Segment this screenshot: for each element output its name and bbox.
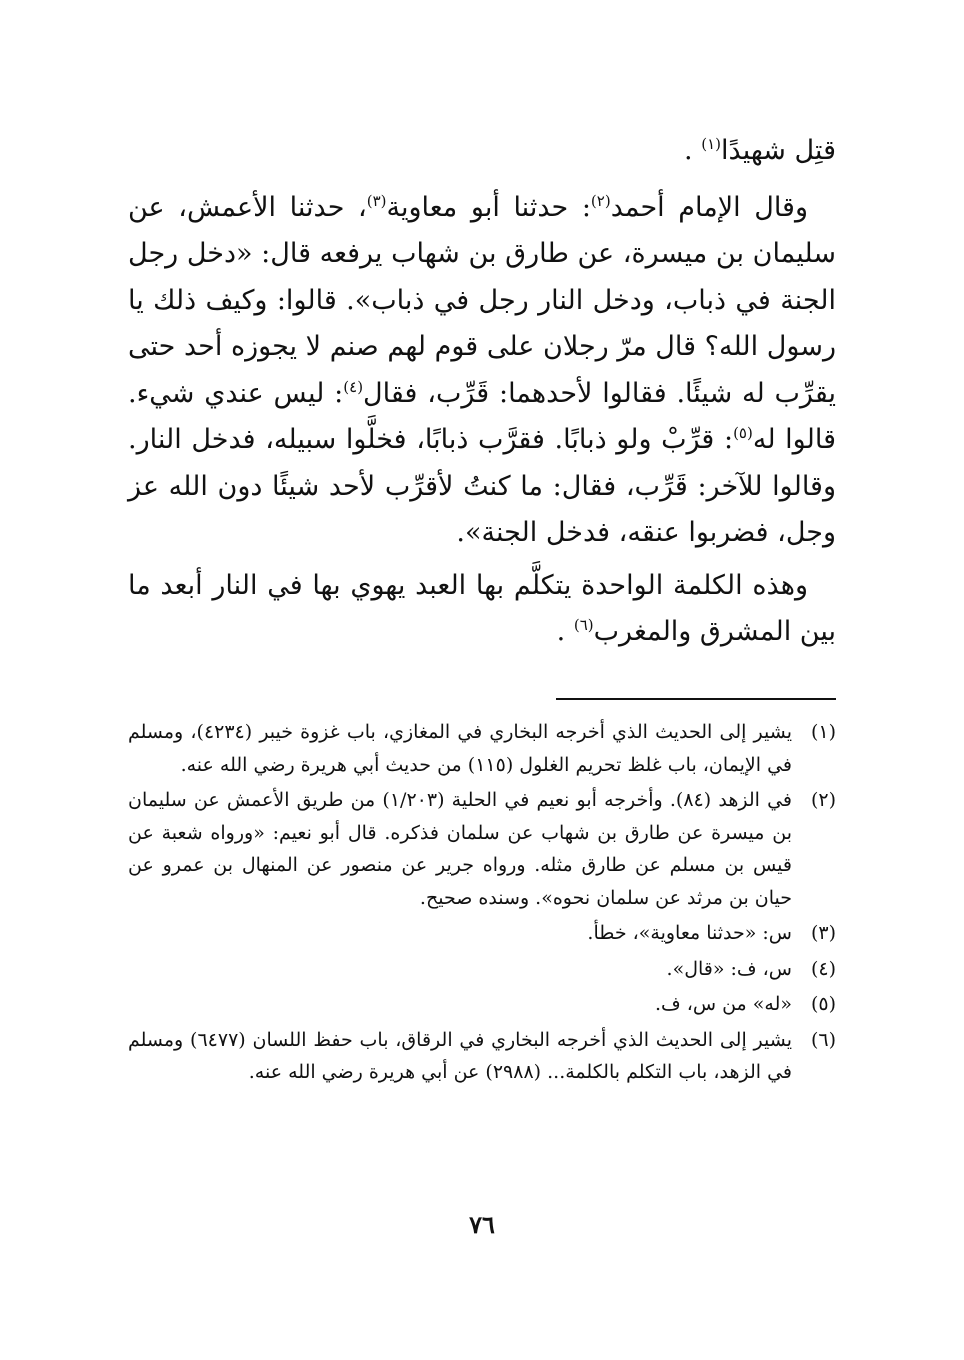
footnotes <box>128 716 836 1092</box>
paragraph-3: وهذه الكلمة الواحدة يتكلَّم بها العبد يهوي بها في النار أبعد ما بين المشرق والمغرب$^{(٦)}$ . <box>128 569 836 647</box>
footnote-number: (٢) <box>810 789 836 811</box>
footnote-2 <box>128 784 836 914</box>
footnote-text: س، ف: «قال». <box>666 957 792 980</box>
main-text <box>128 128 836 656</box>
page-number: ٧٦ <box>469 1210 495 1239</box>
footnote-1 <box>128 716 836 781</box>
footnote-ref-3[interactable]: (٣) <box>366 191 387 210</box>
paragraph-1: قتِل شهيدًا$^{(١)}$ . <box>684 135 836 166</box>
footnote-ref-5[interactable]: (٥) <box>733 424 753 442</box>
footnote-number: (٥) <box>810 993 836 1015</box>
footnote-text: س: «حدثنا معاوية»، خطأ. <box>587 922 792 944</box>
footnote-4 <box>128 953 836 986</box>
footnote-text: يشير إلى الحديث الذي أخرجه البخاري في المغازي، باب غزوة خيبر (٤٢٣٤)، ومسلم في الإيمان، باب غلظ تحريم الغلول (١١٥) من حديث أبي هريرة رضي الله عنه. <box>128 721 792 776</box>
footnote-ref-6[interactable]: (٦) <box>573 616 594 634</box>
footnote-number: (١) <box>810 721 836 743</box>
paragraph-2: وقال الإمام أحمد$^{(٢)}$: حدثنا أبو معاوية$^{(٣)}$، حدثنا الأعمش، عن سليمان بن ميسرة، عن طارق بن شهاب يرفعه قال: «دخل رجل الجنة في ذباب، ودخل النار رجل في ذباب». قالوا: وكيف ذلك يا رسول الله؟ قال مرّ رجلان على قوم لهم صنم لا يجوزه أحد حتى يقرِّب له شيئًا. فقالوا لأحدهما: قَرِّب، فقال$^{(٤)}$: ليس عندي شيء. قالوا له$^{(٥)}$: قرِّبْ ولو ذبابًا. فقرَّب ذبابًا، فخلَّوا سبيله، فدخل النار. وقالوا للآخر: قَرِّب، فقال: ما كنتُ لأقرِّب لأحد شيئًا دون الله عز وجل، فضربوا عنقه، فدخل الجنة». <box>128 191 836 548</box>
footnote-ref-4[interactable]: (٤) <box>343 377 364 396</box>
footnote-number: (٣) <box>810 922 836 944</box>
footnote-text: في الزهد (٨٤). وأخرجه أبو نعيم في الحلية (١/٢٠٣) من طريق الأعمش عن سليمان بن ميسرة عن طارق بن شهاب عن سلمان فذكره. قال أبو نعيم: «ورواه شعبة عن قيس بن مسلم عن طارق مثله. ورواه جرير عن منصور عن المنهال بن عمرو عن حيان بن مرثد عن سلمان نحوه». وسنده صحيح. <box>128 789 792 909</box>
footnote-3 <box>128 917 836 950</box>
footnote-text: «له» من س، ف. <box>654 993 792 1015</box>
footnote-5 <box>128 988 836 1021</box>
footnote-number: (٤) <box>810 957 836 980</box>
footnote-text: يشير إلى الحديث الذي أخرجه البخاري في الرقاق، باب حفظ اللسان (٦٤٧٧) ومسلم في الزهد، باب التكلم بالكلمة... (٢٩٨٨) عن أبي هريرة رضي الله عنه. <box>128 1028 792 1083</box>
footnote-ref-2[interactable]: (٢) <box>590 191 611 210</box>
footnote-separator <box>556 698 836 700</box>
footnote-ref-1[interactable]: (١) <box>701 135 722 153</box>
footnote-6 <box>128 1024 836 1089</box>
footnote-number: (٦) <box>810 1028 836 1051</box>
